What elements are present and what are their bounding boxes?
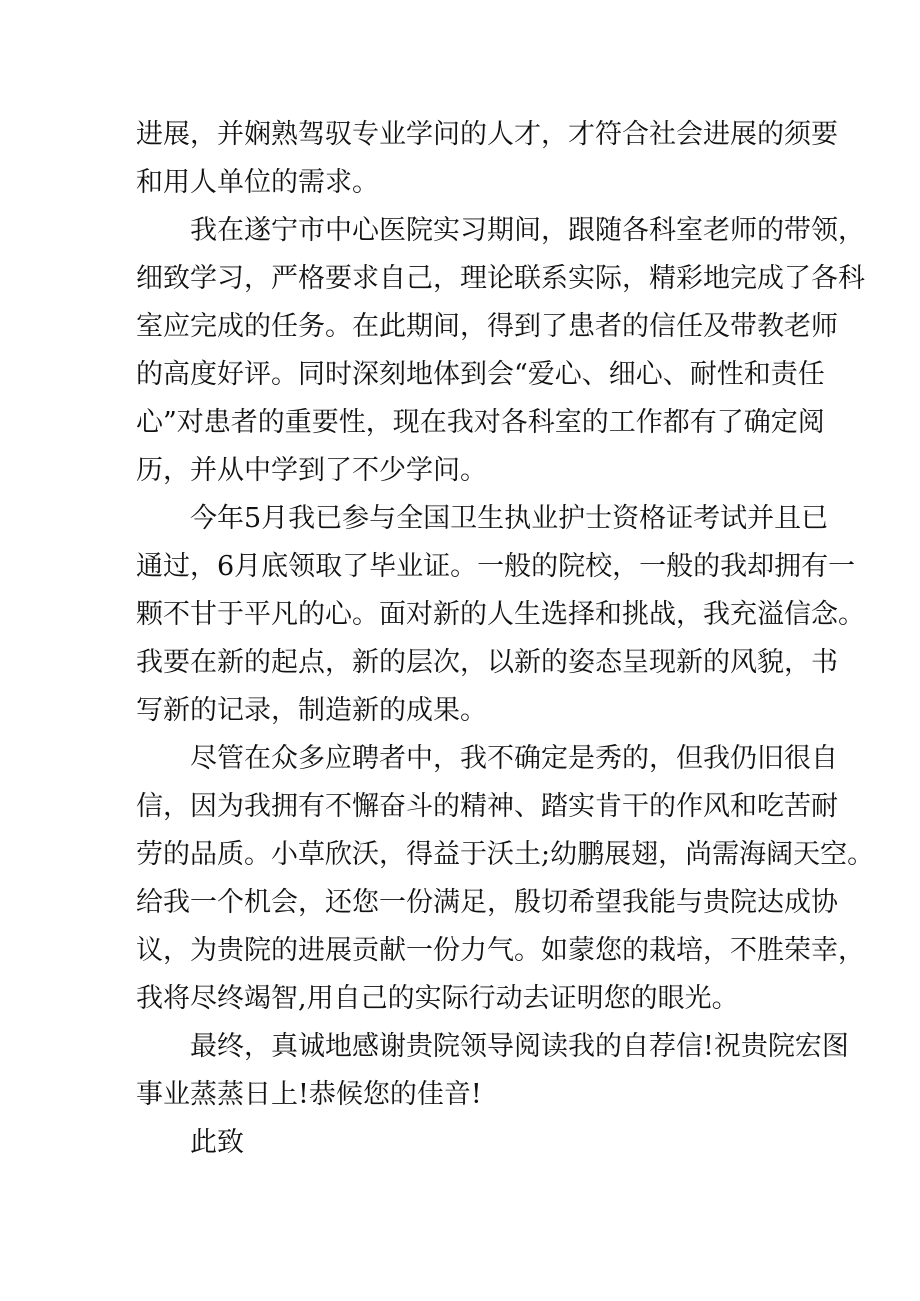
text-line: 通过，6月底领取了毕业证。一般的院校，一般的我却拥有一	[136, 551, 856, 582]
text-line: 室应完成的任务。在此期间，得到了患者的信任及带教老师	[136, 311, 838, 342]
text-line: 和用人单位的需求。	[136, 167, 379, 198]
text-line: 历，并从中学到了不少学问。	[136, 455, 487, 486]
text-line: 心”对患者的重要性，现在我对各科室的工作都有了确定阅	[136, 407, 825, 438]
text-line: 议，为贵院的进展贡献一份力气。如蒙您的栽培，不胜荣幸，	[136, 935, 865, 966]
text-line: 信，因为我拥有不懈奋斗的精神、踏实肯干的作风和吃苦耐	[136, 791, 838, 822]
text-line: 的高度好评。同时深刻地体到会“爱心、细心、耐性和责任	[136, 359, 825, 390]
text-line: 写新的记录，制造新的成果。	[136, 695, 487, 726]
text-line: 颗不甘于平凡的心。面对新的人生选择和挑战，我充溢信念。	[136, 599, 865, 630]
text-line: 劳的品质。小草欣沃，得益于沃土;幼鹏展翅，尚需海阔天空。	[136, 839, 875, 870]
paragraph-start-line: 我在遂宁市中心医院实习期间，跟随各科室老师的带领，	[190, 215, 865, 246]
paragraph-start-line: 尽管在众多应聘者中，我不确定是秀的，但我仍旧很自	[190, 743, 838, 774]
paragraph-start-line: 最终，真诚地感谢贵院领导阅读我的自荐信!祝贵院宏图	[190, 1031, 849, 1062]
text-line: 细致学习，严格要求自己，理论联系实际，精彩地完成了各科	[136, 263, 865, 294]
text-line: 我将尽终竭智,用自己的实际行动去证明您的眼光。	[136, 983, 739, 1014]
paragraph-start-line: 今年5月我已参与全国卫生执业护士资格证考试并且已	[190, 503, 829, 534]
text-line: 给我一个机会，还您一份满足，殷切希望我能与贵院达成协	[136, 887, 838, 918]
text-line: 进展，并娴熟驾驭专业学问的人才，才符合社会进展的须要	[136, 119, 838, 150]
closing-line: 此致	[190, 1127, 244, 1158]
text-line: 事业蒸蒸日上!恭候您的佳音!	[136, 1079, 482, 1110]
text-line: 我要在新的起点，新的层次，以新的姿态呈现新的风貌，书	[136, 647, 838, 678]
